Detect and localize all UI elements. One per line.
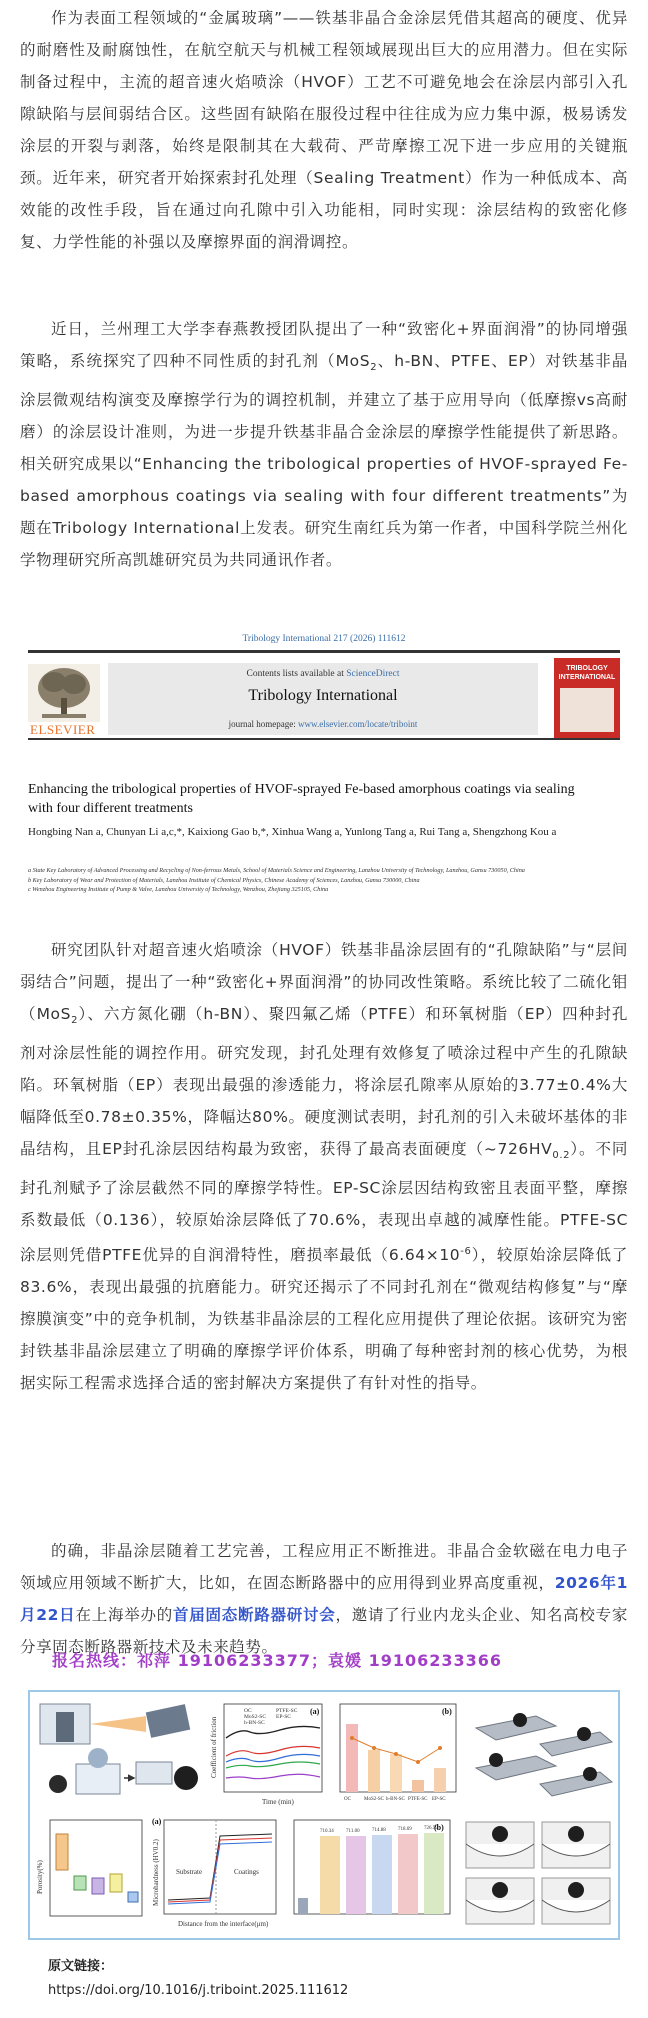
cover-title: TRIBOLOGY INTERNATIONAL <box>558 665 616 681</box>
affiliations <box>28 866 620 895</box>
p3-text-a: 研究团队针对超音速火焰喷涂（HVOF）铁基非晶涂层固有的“孔隙缺陷”与“层间弱结合”问题，提出了一种“致密化+界面润滑”的协同改性策略。系统比较了二硫化钼（MoS <box>20 941 628 1023</box>
findings-paragraph <box>20 934 628 1399</box>
homepage-prefix: journal homepage: <box>228 719 299 729</box>
micro-ylabel: Microhardness (HV0.2) <box>152 1839 160 1906</box>
sciencedirect-link[interactable]: ScienceDirect <box>346 669 400 679</box>
porosity-ylabel: Porosity(%) <box>36 1860 44 1894</box>
p4-text-a: 的确，非晶涂层随着工艺完善，工程应用正不断推进。非晶合金软磁在电力电子领域应用领域不断扩大，比如，在固态断路器中的应用得到业界高度重视， <box>20 1542 628 1592</box>
porosity-box-plot <box>36 1814 146 1934</box>
p4-text-b: 在上海举办的 <box>75 1606 173 1624</box>
contents-prefix: Contents lists available at <box>246 669 347 679</box>
journal-banner <box>108 663 538 735</box>
cat-ep: EP-SC <box>432 1797 446 1802</box>
distance-xlabel: Distance from the interface(μm) <box>178 1920 269 1928</box>
hardness-label-1: 710.34 <box>320 1829 334 1834</box>
p3-text-d: ），较原始涂层降低了83.6%，表现出最强的抗磨能力。研究还揭示了不同封孔剂在“微观结构修复”与“摩擦膜演变”中的竞争机制，为铁基非晶涂层的工程化应用提供了理论依据。该研究为密封铁基非晶涂层建立了明确的摩擦学评价体系，明确了每种密封剂的核心优势，为根据实际工程需求选择合适的密封解决方案提供了有针对性的指导。 <box>20 1246 628 1393</box>
hardness-bar-plot <box>284 1814 454 1934</box>
event-paragraph <box>20 1535 628 1663</box>
wear-track-schematic <box>460 1814 616 1934</box>
p3-text-c: ）。不同封孔剂赋予了涂层截然不同的摩擦学特性。EP-SC涂层因结构致密且表面平整，摩擦系数最低（0.136），较原始涂层降低了70.6%，表现出卓越的减摩性能。PTFE-SC涂层则凭借PTFE优异的自润滑特性，磨损率最低（6.64×10 <box>20 1140 628 1265</box>
homepage-line <box>108 719 538 729</box>
legend-oc: OC <box>244 1708 252 1714</box>
contents-line <box>108 669 538 679</box>
p2-subscript: 2 <box>370 362 378 374</box>
cof-ylabel: Coefficient of friction <box>210 1716 218 1778</box>
ball-on-disc-schematic <box>466 1698 614 1810</box>
hardness-label-5: 726.59 <box>424 1826 438 1831</box>
hardness-label-4: 718.69 <box>398 1827 412 1832</box>
header-rule <box>28 650 620 653</box>
cat-oc: OC <box>344 1797 351 1802</box>
source-link-label: 原文链接： <box>48 1959 114 1974</box>
registration-hotline: 报名热线：祁萍 19106233377；袁媛 19106233366 <box>52 1651 503 1670</box>
substrate-label: Substrate <box>176 1868 203 1876</box>
affiliation-c: c Wenzhou Engineering Institute of Pump & Valve, Lanzhou University of Technology, Wenzhou, Zhejiang 325105, China <box>28 886 329 893</box>
research-announcement-paragraph <box>20 313 628 576</box>
publisher-name: ELSEVIER <box>30 722 96 737</box>
author-list: Hongbing Nan a, Chunyan Li a,c,*, Kaixiong Gao b,*, Xinhua Wang a, Yunlong Tang a, Rui Tang a, Shengzhong Kou a <box>28 826 557 838</box>
p3-superscript: -6 <box>460 1246 472 1258</box>
event-name-link[interactable]: 首届固态断路器研讨会 <box>172 1606 336 1624</box>
hardness-label-2: 711.00 <box>346 1829 360 1834</box>
p3-subscript-1: 2 <box>71 1015 79 1027</box>
legend-ptfe: PTFE-SC <box>276 1708 298 1714</box>
hardness-profile-plot <box>150 1814 280 1934</box>
header-bottom-rule <box>28 738 620 740</box>
panel-a-label: (a) <box>310 1707 320 1716</box>
cat-hbn: h-BN-SC <box>386 1797 405 1802</box>
p3-subscript-2: 0.2 <box>552 1150 571 1162</box>
journal-title: Tribology International <box>248 687 398 704</box>
legend-mos2: MoS2-SC <box>244 1714 267 1720</box>
journal-reference: Tribology International 217 (2026) 111612 <box>242 634 406 644</box>
panel-a-label-2: (a) <box>152 1817 162 1826</box>
p4-text-c: ，邀请了行业内龙头企业、知名高校专家分享固态断路器新技术及未来趋势。 <box>20 1606 628 1656</box>
cat-mos2: MoS2-SC <box>364 1797 385 1802</box>
intro-paragraph: 作为表面工程领域的“金属玻璃”——铁基非晶合金涂层凭借其超高的硬度、优异的耐磨性及耐腐蚀性，在航空航天与机械工程领域展现出巨大的应用潜力。但在实际制备过程中，主流的超音速火焰喷涂（HVOF）工艺不可避免地会在涂层内部引入孔隙缺陷与层间弱结合区。这些固有缺陷在服役过程中往往成为应力集中源，极易诱发涂层的开裂与剥落，始终是限制其在大载荷、严苛摩擦工况下进一步应用的关键瓶颈。近年来，研究者开始探索封孔处理（Sealing Treatment）作为一种低成本、高效能的改性手段，旨在通过向孔隙中引入功能相，同时实现：涂层结构的致密化修复、力学性能的补强以及摩擦界面的润滑调控。 <box>20 9 628 251</box>
p3-text-b: ）、六方氮化硼（h-BN）、聚四氟乙烯（PTFE）和环氧树脂（EP）四种封孔剂对涂层性能的调控作用。研究发现，封孔处理有效修复了喷涂过程中产生的孔隙缺陷。环氧树脂（EP）表现出最强的渗透能力，将涂层孔隙率从原始的3.77±0.4%大幅降低至0.78±0.35%，降幅达80%。硬度测试表明，封孔剂的引入未破坏基体的非晶结构，且EP封孔涂层因结构最为致密，获得了最高表面硬度（~726HV <box>20 1005 628 1159</box>
graphical-abstract-figure <box>28 1690 620 1940</box>
article-title: Enhancing the tribological properties of HVOF-sprayed Fe-based amorphous coatings via sealing with four different treatments <box>28 782 575 816</box>
p2-text-b: 、h-BN、PTFE、EP）对铁基非晶涂层微观结构演变及摩擦学行为的调控机制，并建立了基于应用导向（低摩擦vs高耐磨）的涂层设计准则，为进一步提升铁基非晶合金涂层的摩擦学性能提供了新思路。相关研究成果以“Enhancing the tribological properties of HVOF-sprayed Fe-based amorphous coatings via sealing with four different treatments”为题在Tribology International上发表。研究生南红兵为第一作者，中国科学院兰州化学物理研究所高凯雄研究员为共同通讯作者。 <box>20 352 628 570</box>
legend-hbn: h-BN-SC <box>244 1720 265 1726</box>
journal-cover <box>554 658 620 738</box>
homepage-link[interactable]: www.elsevier.com/locate/triboint <box>298 719 418 729</box>
p2-text-a: 近日，兰州理工大学李春燕教授团队提出了一种“致密化+界面润滑”的协同增强策略，系统探究了四种不同性质的封孔剂（MoS <box>20 320 628 370</box>
source-doi-link[interactable]: https://doi.org/10.1016/j.triboint.2025.111612 <box>48 1983 349 1998</box>
legend-ep: EP-SC <box>276 1714 291 1720</box>
event-date: 2026年1月22日 <box>20 1574 628 1624</box>
spray-process-schematic <box>36 1698 206 1810</box>
panel-b-label-2: (b) <box>434 1823 444 1832</box>
hardness-label-3: 714.88 <box>372 1828 386 1833</box>
affiliation-a: a State Key Laboratory of Advanced Processing and Recycling of Non-ferrous Metals, School of Materials Science and Engineering, Lanzhou University of Technology, Lanzhou, Gansu 730050, China <box>28 867 525 874</box>
coatings-label: Coatings <box>234 1868 259 1876</box>
wear-rate-bar-plot <box>330 1698 462 1810</box>
cat-ptfe: PTFE-SC <box>408 1797 428 1802</box>
affiliation-b: b Key Laboratory of Wear and Protection of Materials, Lanzhou Institute of Chemical Physics, Chinese Academy of Sciences, Lanzhou, Gansu 730000, China <box>28 876 420 884</box>
time-xlabel: Time (min) <box>262 1798 294 1806</box>
friction-coefficient-plot <box>210 1698 326 1810</box>
cover-image <box>560 688 614 732</box>
paper-header-image <box>28 626 620 906</box>
panel-b-label: (b) <box>442 1707 452 1716</box>
